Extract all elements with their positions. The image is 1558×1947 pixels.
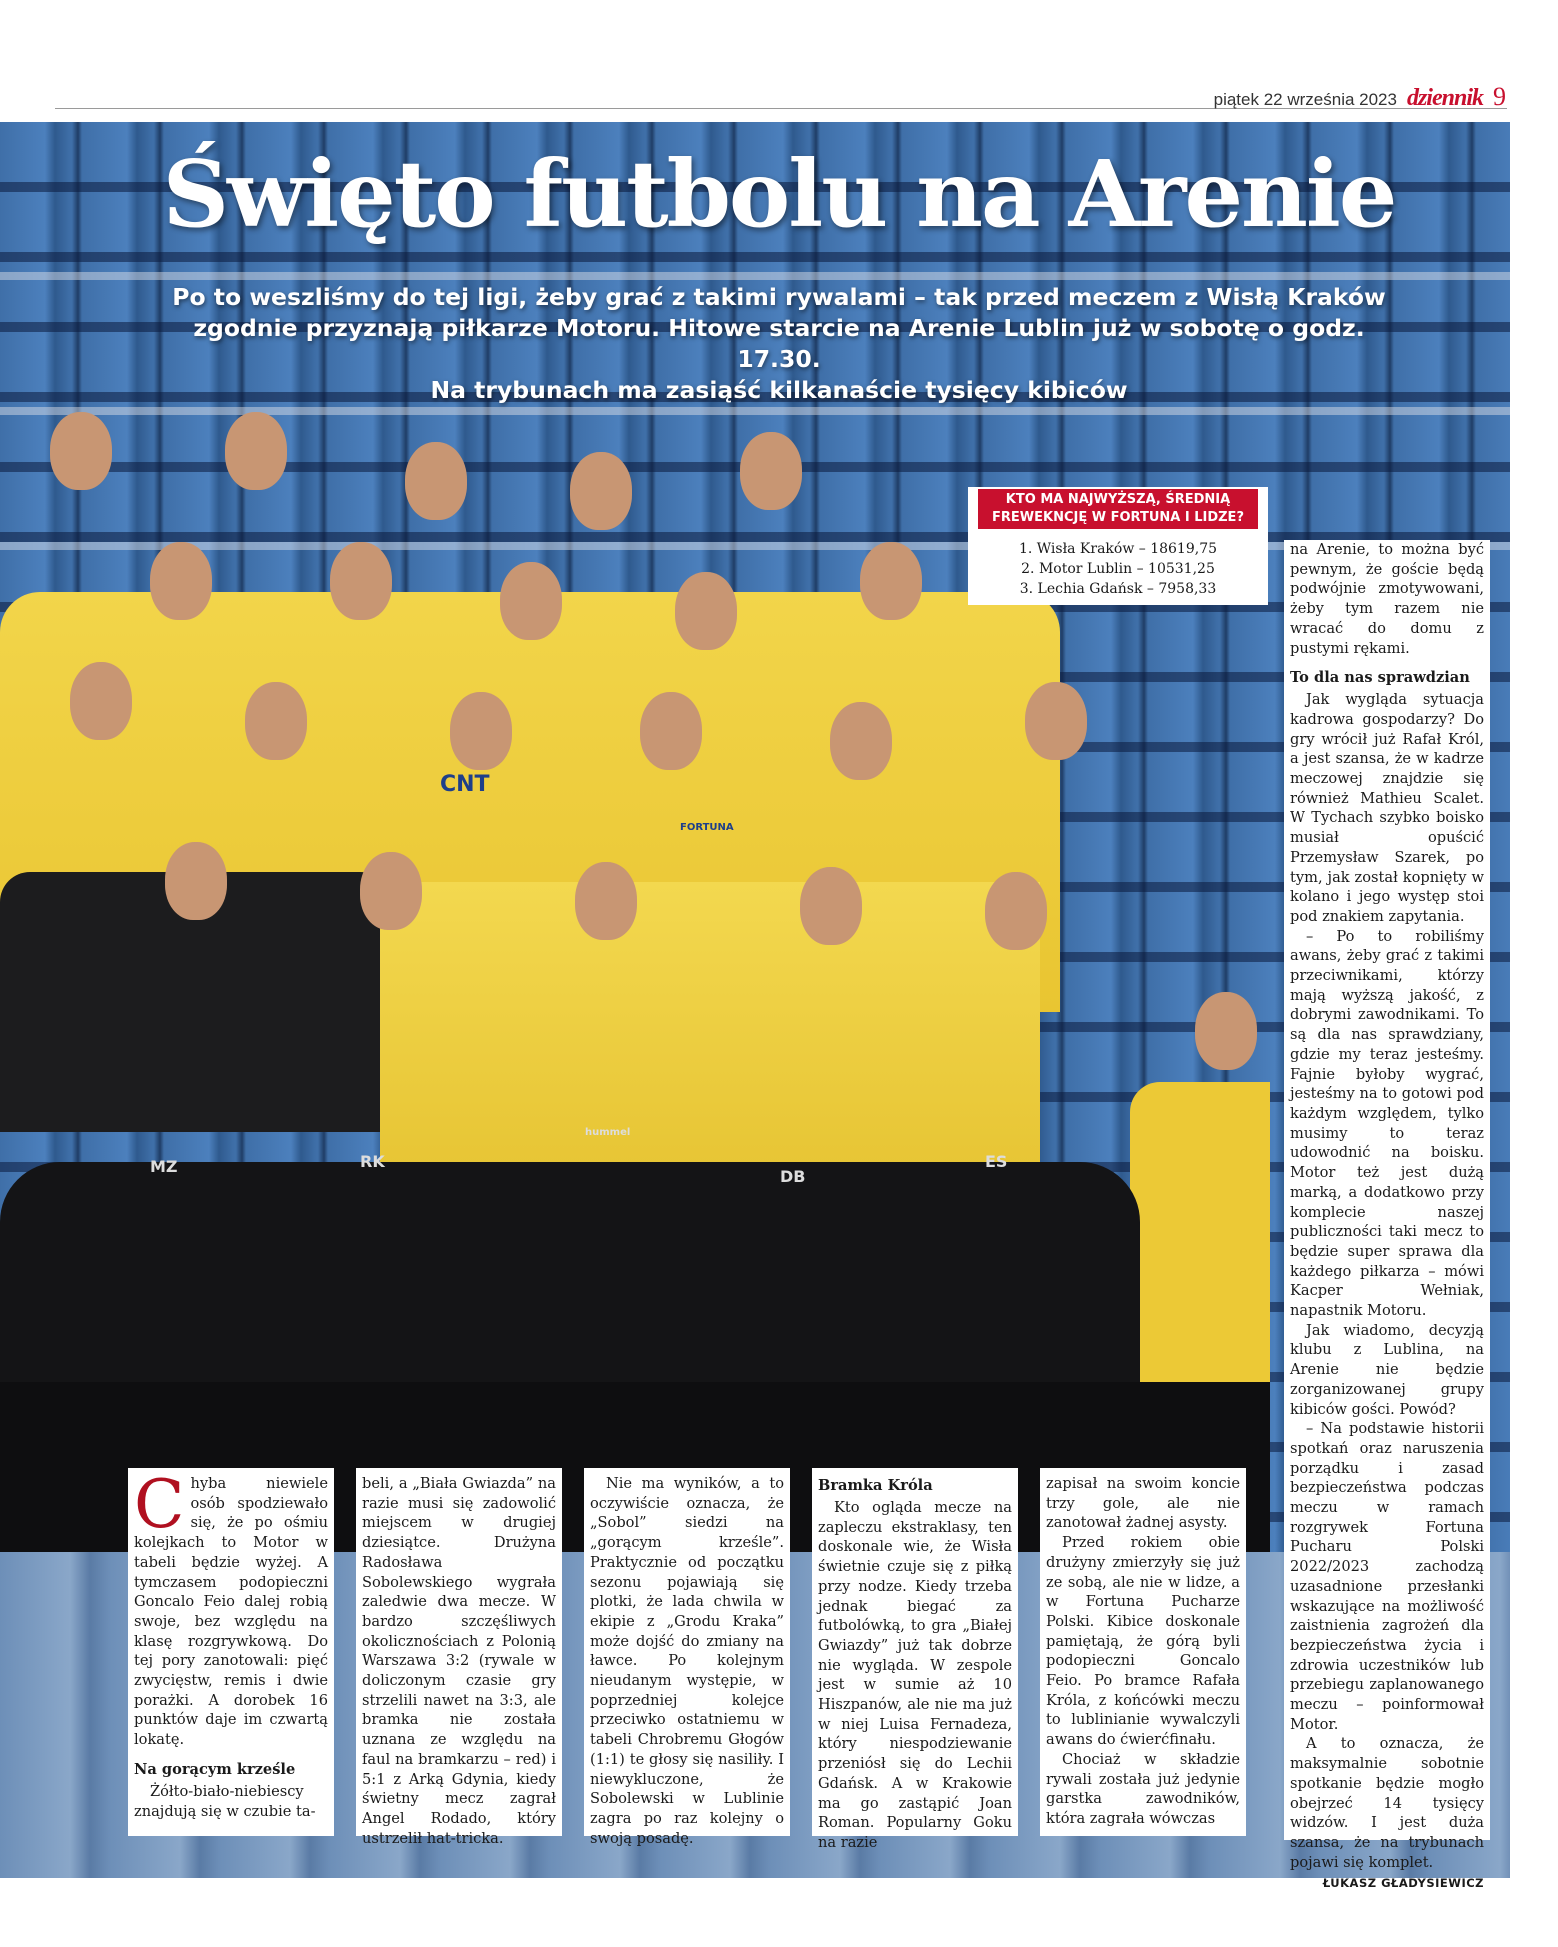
paragraph: beli, a „Biała Gwiazda” na razie musi się zadowolić miejscem w drugiej dziesiątce. Drużyna Radosława Sobolewskiego wygrała zaledwie dwa mecze. W bardzo szczęśliwych okolicznościach z Polonią Warszawa 3:2 (rywale w doliczonym czasie gry strzelili nawet na 3:3, ale bramka nie została uznana ze względu na faul na bramkarzu – red) i 5:1 z Arką Gdynia, kiedy świetny mecz zagrał Angel Rodado, który ustrzelił hat-tricka. bbox=[362, 1475, 556, 1847]
subheading: Bramka Króla bbox=[818, 1477, 933, 1494]
article-column-4 bbox=[812, 1468, 1018, 1851]
paragraph: – Na podstawie historii spotkań oraz naruszenia porządku i zasad bezpieczeństwa podczas meczu w ramach rozgrywek Fortuna Pucharu Polski 2022/2023 zachodzą uzasadnione przesłanki wskazujące na możliwość zaistnienia zagrożeń dla bezpieczeństwa życia i zdrowia uczestników lub przebiegu zaplanowanego meczu – poinformował Motor. bbox=[1290, 1420, 1484, 1733]
player-face bbox=[500, 562, 562, 640]
paragraph: Żółto-biało-niebiescy znajdują się w czubie ta- bbox=[134, 1782, 316, 1820]
paragraph: Kto ogląda mecze na zapleczu ekstraklasy, ten doskonale wie, że Wisła świetnie czuje się z piłką przy nodze. Kiedy trzeba jednak biegać za futbolówką, to gra „Białej Gwiazdy” już tak dobrze nie wygląda. W zespole jest w sumie aż 10 Hiszpanów, ale nie ma już w niej Luisa Fernadeza, który niespodziewanie przeniósł się do Lechii Gdańsk. A w Krakowie ma go zastąpić Joan Roman. Popularny Goku na razie bbox=[818, 1499, 1012, 1851]
paragraph: Jak wygląda sytuacja kadrowa gospodarzy? Do gry wrócił już Rafał Król, a jest szansa, że w kadrze meczowej znajdzie się również Mathieu Scalet. W Tychach szybko boisko musiał opuścić Przemysław Szarek, po tym, jak został kopnięty w kolano i jego występ stoi pod znakiem zapytania. bbox=[1290, 691, 1484, 925]
shirt-initials: DB bbox=[780, 1167, 806, 1186]
article-column-5 bbox=[1040, 1468, 1246, 1836]
paragraph: Przed rokiem obie drużyny zmierzyły się już ze sobą, ale nie w lidze, a w Fortuna Pucharze Polski. Kibice doskonale pamiętają, że górą byli podopieczni Goncalo Feio. Po bramce Rafała Króla, z końcówki meczu to lublinianie wywalczyli awans do ćwierćfinału. bbox=[1046, 1534, 1240, 1749]
player-face bbox=[860, 542, 922, 620]
page-number: 9 bbox=[1493, 82, 1506, 111]
shirt-sponsor: CNT bbox=[440, 772, 490, 797]
article-column-2 bbox=[356, 1468, 562, 1847]
player-face bbox=[1025, 682, 1087, 760]
paragraph: – Po to robiliśmy awans, żeby grać z takimi przeciwnikami, którzy mają wyższą jakość, z dobrymi zawodnikami. To są dla nas sprawdziany, gdzie my teraz jesteśmy. Fajnie byłoby wygrać, jesteśmy na to gotowi pod każdym względem, tylko musimy to teraz udowodnić na boisku. Motor też jest dużą marką, a dodatkowo przy komplecie naszej publiczności taki mecz to będzie super sprawa dla każdego piłkarza – mówi Kacper Wełniak, napastnik Motoru. bbox=[1290, 927, 1484, 1320]
shirt-initials: MZ bbox=[150, 1157, 178, 1176]
lead bbox=[170, 282, 1388, 406]
shirt-initials: ES bbox=[985, 1152, 1008, 1171]
player-face bbox=[50, 412, 112, 490]
seat-row bbox=[0, 407, 1510, 415]
player-face bbox=[740, 432, 802, 510]
player-face bbox=[70, 662, 132, 740]
player-face bbox=[225, 412, 287, 490]
kit-brand: hummel bbox=[585, 1127, 631, 1138]
author-byline: ŁUKASZ GŁADYSIEWICZ bbox=[1322, 1876, 1484, 1891]
fact-box-item: 1. Wisła Kraków – 18619,75 bbox=[1018, 541, 1218, 557]
paragraph: Chociaż w składzie rywali została już jedynie garstka zawodników, która zagrała wówczas bbox=[1046, 1750, 1240, 1827]
staff-face bbox=[800, 867, 862, 945]
article-column-1 bbox=[128, 1468, 334, 1836]
paragraph: A to oznacza, że maksymalnie sobotnie spotkanie będzie mogło obejrzeć 14 tysięcy widzów. I jest duża szansa, że na trybunach pojawi się komplet. bbox=[1290, 1735, 1484, 1871]
fact-box-item: 2. Motor Lublin – 10531,25 bbox=[1021, 561, 1215, 577]
fact-box-item: 3. Lechia Gdańsk – 7958,33 bbox=[1019, 581, 1217, 597]
player-face bbox=[1195, 992, 1257, 1070]
shirt-initials: RK bbox=[360, 1152, 385, 1171]
paragraph: hyba niewiele osób spodziewało się, że po ośmiu kolejkach to Motor w tabeli będzie wyżej. A tymczasem podopieczni Goncalo Feio dalej robią swoje, bez względu na klasę rozgrywkową. Do tej pory zanotowali: pięć zwycięstw, remis i dwie porażki. A dorobek 16 punktów daje im czwartą lokatę. bbox=[134, 1475, 328, 1749]
page-header bbox=[1214, 82, 1506, 112]
lead-line: zgodnie przyznają piłkarze Motoru. Hitowe starcie na Arenie Lublin już w sobotę o godz. 17.30. bbox=[193, 314, 1365, 373]
player-face bbox=[675, 572, 737, 650]
player-face bbox=[330, 542, 392, 620]
player-face bbox=[405, 442, 467, 520]
paragraph: na Arenie, to można być pewnym, że goście będą podwójnie zmotywowani, żeby tym razem nie wracać do domu z pustymi rękami. bbox=[1290, 541, 1484, 657]
headline: Święto futbolu na Arenie bbox=[162, 140, 1396, 248]
player-face bbox=[150, 542, 212, 620]
fact-box-title: KTO MA NAJWYŻSZĄ, ŚREDNIĄ FREWEKNCJĘ W FORTUNA I LIDZE? bbox=[978, 489, 1258, 529]
player-face bbox=[450, 692, 512, 770]
shirt-sponsor-2: FORTUNA bbox=[680, 822, 734, 833]
player-face bbox=[830, 702, 892, 780]
lead-line: Po to weszliśmy do tej ligi, żeby grać z takimi rywalami – tak przed meczem z Wisłą Kraków bbox=[172, 283, 1386, 311]
brand-logo: dziennik bbox=[1406, 85, 1483, 111]
article-column-3 bbox=[584, 1468, 790, 1847]
staff-face bbox=[575, 862, 637, 940]
drop-cap: C bbox=[134, 1466, 185, 1543]
lead-line: Na trybunach ma zasiąść kilkanaście tysięcy kibiców bbox=[430, 376, 1128, 404]
article-column-right bbox=[1284, 540, 1490, 1891]
paragraph: Nie ma wyników, a to oczywiście oznacza, że „Sobol” siedzi na „gorącym krześle”. Praktycznie od początku sezonu pojawiają się plotki, że lada chwila w ekipie z „Grodu Kraka” może dojść do zmiany na ławce. Po kolejnym nieudanym występie, w poprzedniej kolejce przeciwko ostatniemu w tabeli Chrobremu Głogów (1:1) te głosy się nasiliły. I niewykluczone, że Sobolewski w Lublinie zagra po raz kolejny o swoją posadę. bbox=[590, 1475, 784, 1847]
fact-box bbox=[968, 487, 1268, 605]
subheading: To dla nas sprawdzian bbox=[1290, 669, 1470, 687]
player-face bbox=[245, 682, 307, 760]
staff-face bbox=[165, 842, 227, 920]
staff-face bbox=[360, 852, 422, 930]
paragraph: zapisał na swoim koncie trzy gole, ale nie zanotował żadnej asysty. bbox=[1046, 1475, 1240, 1532]
staff-face bbox=[985, 872, 1047, 950]
fact-box-list bbox=[968, 539, 1268, 599]
player-face bbox=[640, 692, 702, 770]
player-face bbox=[570, 452, 632, 530]
subheading: Na gorącym krześle bbox=[134, 1760, 296, 1778]
seat-row bbox=[0, 272, 1510, 280]
paragraph: Jak wiadomo, decyzją klubu z Lublina, na Arenie nie będzie zorganizowanej grupy kibiców gości. Powód? bbox=[1290, 1321, 1484, 1418]
issue-date: piątek 22 września 2023 bbox=[1213, 90, 1397, 109]
